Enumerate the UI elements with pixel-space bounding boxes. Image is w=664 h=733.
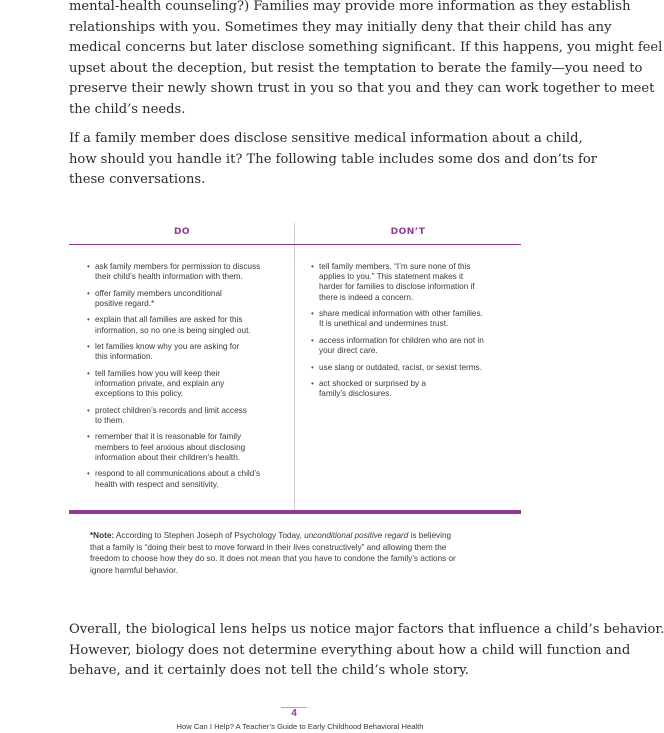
bullet-icon: • [311,309,314,319]
list-item-line: tell families how you will keep their [95,368,221,378]
list-item-line: harder for families to disclose information if [319,282,475,292]
list-item-line: their child’s health information with them. [95,272,243,282]
paragraph-line: how should you handle it? The following table includes some dos and don’ts for [69,151,597,167]
list-item [311,262,507,303]
list-item-line: health with respect and sensitivity. [95,479,219,489]
do-list [87,262,283,496]
list-item-line: let families know why you are asking for [95,342,240,352]
bullet-icon: • [87,405,90,415]
paragraph-line: these conversations. [69,172,206,188]
list-item [87,262,283,282]
paragraph-line: mental-health counseling?) Families may provide more information as they establish [69,0,631,14]
list-item-line: protect children’s records and limit access [95,405,247,415]
paragraph-line: behave, and it certainly does not tell the child’s whole story. [69,663,469,679]
list-item [311,336,507,356]
list-item-line: family’s disclosures. [319,389,392,399]
list-item-line: respond to all communications about a child’s [95,469,261,479]
list-item-line: exceptions to this policy. [95,389,184,399]
list-item-line: It is unethical and undermines trust. [319,319,449,329]
paragraph-line: Overall, the biological lens helps us notice major factors that influence a child’s behavior. [69,622,664,637]
table-header-rule [69,244,521,245]
page-number: 4 [291,708,297,719]
bullet-icon: • [311,379,314,389]
bullet-icon: • [87,342,90,352]
footnote-line: ignore harmful behavior. [90,565,178,575]
list-item [311,379,507,399]
bullet-icon: • [87,368,90,378]
list-item-line: use slang or outdated, racist, or sexist terms. [319,362,482,372]
list-item [311,363,507,373]
list-item [87,406,283,426]
list-item-line: applies to you.” This statement makes it [319,272,464,282]
bullet-icon: • [311,362,314,372]
list-item-line: your direct care. [319,346,378,356]
paragraph-line: If a family member does disclose sensitive medical information about a child, [69,131,583,146]
list-item [87,315,283,335]
paragraph-line: the child’s needs. [69,101,186,117]
list-item-line: share medical information with other families. [319,309,483,319]
list-item-line: there is indeed a concern. [319,292,414,302]
footnote-label: *Note: [90,531,115,540]
bullet-icon: • [87,432,90,442]
list-item [87,432,283,463]
bullet-icon: • [87,315,90,325]
bullet-icon: • [311,335,314,345]
list-item-line: this information. [95,352,153,362]
list-item [87,289,283,309]
list-item [311,309,507,329]
paragraph-line: upset about the deception, but resist the temptation to berate the family—you need to [69,60,643,76]
list-item-line: positive regard.* [95,298,155,308]
footer-title: How Can I Help? A Teacher’s Guide to Early Childhood Behavioral Health [176,722,424,731]
paragraph-line: relationships with you. Sometimes they may initially deny that their child has any [69,19,612,35]
list-item-line: access information for children who are not in [319,335,484,345]
footnote-line: that a family is “doing their best to move forward in their lives constructively” and allowing them the [90,542,447,552]
list-item-line: tell family members, “I’m sure none of this [319,262,471,271]
bullet-icon: • [311,262,314,271]
bullet-icon: • [87,469,90,479]
footnote-line: freedom to choose how they do so. It does not mean that you have to condone the family’s actions or [90,554,456,563]
list-item-line: to them. [95,415,125,425]
body-paragraph-intro [69,129,597,191]
list-item-line: information about their children’s health. [95,452,241,462]
paragraph-line: preserve their newly shown trust in you so that you and they can work together to meet [69,81,655,97]
bullet-icon: • [87,288,90,298]
list-item-line: act shocked or surprised by a [319,379,426,389]
body-paragraph-closing [69,620,664,682]
dont-column-header: DON’T [390,227,426,237]
paragraph-line: However, biology does not determine everything about how a child will function and [69,642,631,658]
list-item-line: information private, and explain any [95,379,225,389]
dont-list [311,262,507,406]
list-item [87,369,283,400]
list-item-line: offer family members unconditional [95,288,222,298]
bullet-icon: • [87,262,90,271]
list-item [87,342,283,362]
list-item-line: explain that all families are asked for this [95,315,243,325]
footnote-line: *Note: According to Stephen Joseph of Psychology Today, unconditional positive regard is believing [90,531,452,540]
list-item-line: members to feel anxious about disclosing [95,442,246,452]
footnote [90,530,510,576]
list-item-line: remember that it is reasonable for family [95,432,242,442]
table-bottom-rule [69,510,521,514]
paragraph-line: medical concerns but later disclose something significant. If this happens, you might feel [69,40,663,56]
body-paragraph-top [69,0,663,121]
table-column-divider [294,223,295,510]
footnote-term: unconditional positive regard [304,531,409,540]
list-item [87,469,283,489]
list-item-line: ask family members for permission to discuss [95,262,261,271]
do-column-header: DO [173,227,191,237]
list-item-line: information, so no one is being singled out. [95,325,251,335]
